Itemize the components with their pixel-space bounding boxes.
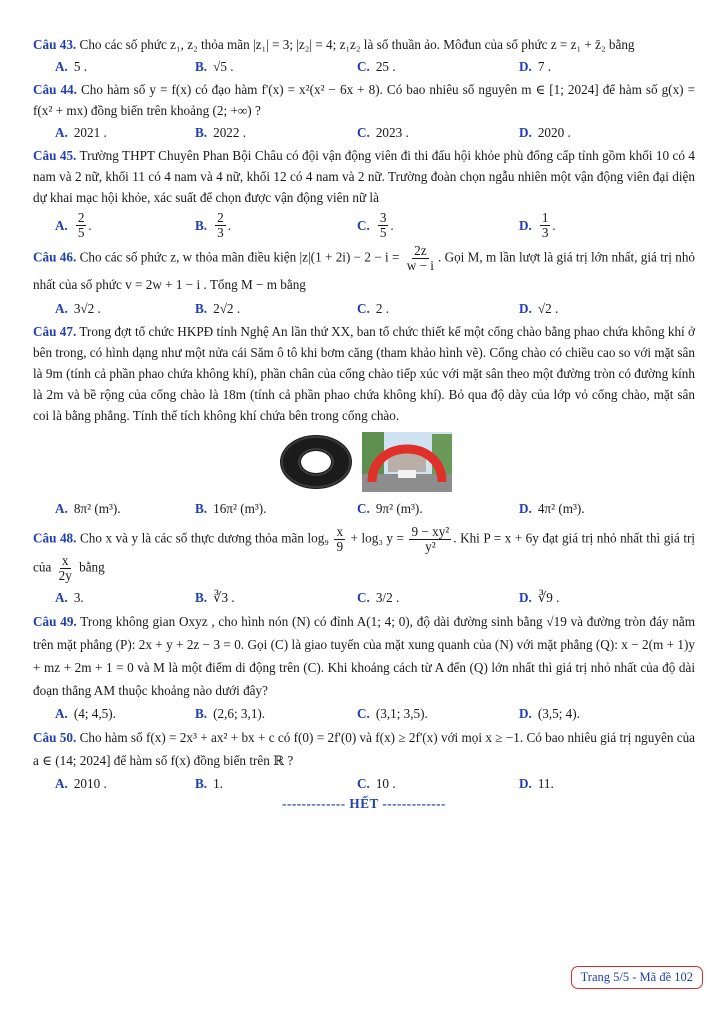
fraction-numerator: x (61, 553, 69, 568)
option-d[interactable]: (3,5; 4). (537, 706, 580, 721)
fraction-denominator: 2y (58, 568, 72, 583)
fraction-numerator: 2z (414, 243, 427, 258)
option-label-a: A. (55, 125, 68, 140)
fraction-numerator: 1 (541, 210, 549, 225)
fraction-denominator: 3 (541, 225, 549, 240)
option-label-d: D. (519, 125, 532, 140)
option-label-b: B. (195, 125, 208, 140)
question-label: Câu 46. (33, 249, 77, 265)
option-label-b: B. (195, 501, 208, 516)
option-label-b: B. (195, 706, 208, 721)
fraction-denominator: w − i (406, 258, 434, 273)
option-b[interactable]: √5 . (213, 59, 234, 74)
option-b[interactable]: ∛3 . (213, 590, 235, 605)
option-b[interactable]: 2√2 . (213, 301, 241, 316)
question-text-d: bằng (79, 559, 105, 575)
question-text-a: Cho các số phức z, w thỏa mãn điều kiện |z|(1 + 2i) − 2 − i = (79, 249, 400, 265)
option-b[interactable]: 2022 . (213, 125, 247, 140)
question-43 (33, 34, 695, 55)
inflatable-gate-image (362, 432, 452, 492)
option-label-a: A. (55, 501, 68, 516)
fraction-numerator: x (336, 524, 344, 539)
question-text-b: + log₃ y = (350, 530, 404, 546)
options-50 (33, 773, 695, 794)
option-c[interactable]: 10 . (375, 776, 396, 791)
fraction-denominator: 5 (379, 225, 387, 240)
option-d[interactable]: √2 . (537, 301, 559, 316)
option-d[interactable]: 11. (537, 776, 554, 791)
question-text: Cho hàm số y = f(x) có đạo hàm f'(x) = x²(x² − 6x + 8). Có bao nhiêu số nguyên m ∈ [1; 2024] để hàm số g(x) = f(x² + mx) đồng biến trên khoảng (2; +∞) ? (33, 82, 696, 118)
question-label: Câu 49. (33, 614, 77, 629)
option-label-d: D. (519, 59, 532, 74)
options-46 (33, 298, 695, 319)
tire-image (276, 432, 356, 492)
options-49 (33, 703, 695, 724)
question-49 (33, 610, 695, 702)
page-footer: Trang 5/5 - Mã đề 102 (571, 966, 703, 989)
option-label-d: D. (519, 776, 532, 791)
option-label-a: A. (55, 218, 68, 233)
question-44 (33, 79, 695, 121)
question-label: Câu 48. (33, 530, 77, 546)
option-a[interactable]: 8π² (m³). (73, 501, 121, 516)
fraction-denominator: 9 (336, 539, 344, 554)
question-text: Trong không gian Oxyz , cho hình nón (N) có đỉnh A(1; 4; 0), độ dài đường sinh bằng √19 và đường tròn đáy nằm trên mặt phẳng (P): 2x + y + 2z − 3 = 0. Gọi (C) là giao tuyến của mặt xung quanh của (N) với mặt phẳng (Q): x − 2(m + 1)y + mz + 2m + 1 = 0 và M là một điểm di động trên (C). Khi khoảng cách từ A đến (Q) lớn nhất thì giá trị nhỏ nhất của độ dài đoạn thẳng AM thuộc khoảng nào dưới đây? (33, 614, 695, 698)
option-label-a: A. (55, 706, 68, 721)
fraction-denominator: y² (425, 539, 436, 554)
option-c[interactable]: 3/2 . (375, 590, 400, 605)
options-45: A. $\frac{2}{5}$ . B. $\frac{2}{3}$ . C. $\frac{3}{5}$ . D. $\frac{1}{3}$ . (55, 210, 556, 240)
option-label-d: D. (519, 301, 532, 316)
option-c[interactable]: (3,1; 3,5). (375, 706, 428, 721)
question-label: Câu 45. (33, 148, 77, 163)
option-b[interactable]: 1. (213, 776, 223, 791)
option-label-b: B. (195, 59, 208, 74)
question-text: Cho các số phức z₁, z₂ thỏa mãn |z₁| = 3; |z₂| = 4; z₁z₂ là số thuần ảo. Môđun của số phức z = z₁ + z̄₂ bằng (79, 37, 635, 52)
question-50 (33, 726, 695, 772)
question-text-b: . Gọi M, m lần lượt là giá trị lớn nhất, giá trị nhỏ nhất của số phức v = 2w + 1 − i . Tổng M − m bằng (33, 249, 696, 292)
option-label-c: C. (357, 706, 370, 721)
option-label-c: C. (357, 301, 370, 316)
option-c[interactable]: 25 . (375, 59, 396, 74)
fraction-numerator: 2 (217, 210, 224, 225)
option-label-a: A. (55, 590, 68, 605)
question-text: Trong đợt tổ chức HKPĐ tỉnh Nghệ An lần thứ XX, ban tổ chức thiết kế một cổng chào bằng phao chứa không khí ở bên trong, có hình dạng như một nửa cái Săm ô tô khi bơm căng (tham khảo hình vẽ). Cổng chào có chiều cao so với mặt sân là 9m (tính cả phần phao chứa không khí), phần chân của cổng chào tiếp xúc với mặt sân theo một đường tròn có đường kính là 2m và bề rộng của cổng chào là 18m (tính cả phần phao chứa không khí). Bỏ qua độ dày của lớp vỏ cổng chào, mặt sân coi là bằng phẳng. Tính thể tích không khí chứa bên trong cổng chào. (33, 324, 696, 423)
question-47 (33, 321, 695, 426)
option-a[interactable]: (4; 4,5). (73, 706, 116, 721)
option-b[interactable]: (2,6; 3,1). (213, 706, 266, 721)
option-a[interactable] (76, 211, 87, 240)
option-label-b: B. (195, 301, 208, 316)
question-label: Câu 44. (33, 82, 77, 97)
option-d[interactable]: 4π² (m³). (537, 501, 585, 516)
question-text: Cho hàm số f(x) = 2x³ + ax² + bx + c có f(0) = 2f'(0) và f(x) ≥ 2f'(x) với mọi x ≥ −1. Có bao nhiêu giá trị nguyên của a ∈ (14; 2024] để hàm số f(x) đồng biến trên ℝ ? (33, 730, 696, 768)
question-48 (33, 525, 695, 583)
option-label-b: B. (195, 218, 208, 233)
option-a[interactable]: 3√2 . (73, 301, 101, 316)
option-d[interactable]: 2020 . (537, 125, 571, 140)
option-a[interactable]: 2010 . (73, 776, 107, 791)
fraction-numerator: 3 (379, 210, 387, 225)
options-47 (33, 498, 695, 519)
option-a[interactable]: 2021 . (73, 125, 107, 140)
fraction-1 (334, 525, 345, 554)
fraction-numerator: 9 − xy² (411, 524, 450, 539)
option-d[interactable] (540, 211, 551, 240)
option-c[interactable]: 9π² (m³). (375, 501, 423, 516)
option-c[interactable]: 2 . (375, 301, 390, 316)
question-text-c: . Khi P = x + 6y đạt giá trị nhỏ nhất thì giá trị của (33, 530, 696, 575)
option-a[interactable]: 3. (73, 590, 84, 605)
fraction (405, 244, 436, 273)
fraction-3 (57, 554, 74, 583)
fraction-denominator: 3 (217, 225, 224, 240)
options-48 (33, 587, 695, 608)
option-label-c: C. (357, 218, 370, 233)
fraction-denominator: 5 (77, 225, 85, 240)
option-b[interactable]: 16π² (m³). (213, 501, 267, 516)
question-45 (33, 145, 695, 208)
option-label-d: D. (519, 706, 532, 721)
option-label-a: A. (55, 59, 68, 74)
question-46 (33, 244, 695, 297)
option-d[interactable]: ∛9 . (537, 590, 560, 605)
question-label: Câu 47. (33, 324, 77, 339)
question-label: Câu 43. (33, 37, 77, 52)
option-label-a: A. (55, 776, 68, 791)
option-label-d: D. (519, 501, 532, 516)
option-d[interactable]: 7 . (537, 59, 552, 74)
option-a[interactable]: 5 . (73, 59, 88, 74)
option-label-d: D. (519, 590, 532, 605)
end-marker: ------------- HẾT ------------- (282, 796, 446, 811)
options-43 (33, 56, 695, 77)
options-44 (33, 122, 695, 143)
option-label-c: C. (357, 501, 370, 516)
option-c[interactable] (378, 211, 389, 240)
option-label-b: B. (195, 590, 208, 605)
option-label-c: C. (357, 125, 370, 140)
figure-row (33, 432, 695, 492)
fraction-2 (409, 525, 451, 554)
question-text: Trường THPT Chuyên Phan Bội Châu có đội vận động viên đi thi đấu hội khỏe phù đổng cấp tỉnh gồm khối 10 có 4 nam và 2 nữ, khối 11 có 4 nam và 4 nữ, khối 12 có 4 nam và 2 nữ. Trường đoàn chọn ngẫu nhiên một vận động viên đại diện dự khai mạc hội khỏe, xác suất để chọn được vận động viên nữ là (33, 148, 695, 205)
option-label-a: A. (55, 301, 68, 316)
option-label-c: C. (357, 776, 370, 791)
option-c[interactable]: 2023 . (375, 125, 409, 140)
question-label: Câu 50. (33, 730, 77, 745)
option-label-d: D. (519, 218, 532, 233)
option-label-c: C. (357, 59, 370, 74)
option-label-c: C. (357, 590, 370, 605)
question-text-a: Cho x và y là các số thực dương thỏa mãn log₉ (79, 530, 329, 546)
exam-page (33, 34, 695, 812)
option-label-b: B. (195, 776, 208, 791)
fraction-numerator: 2 (77, 210, 85, 225)
